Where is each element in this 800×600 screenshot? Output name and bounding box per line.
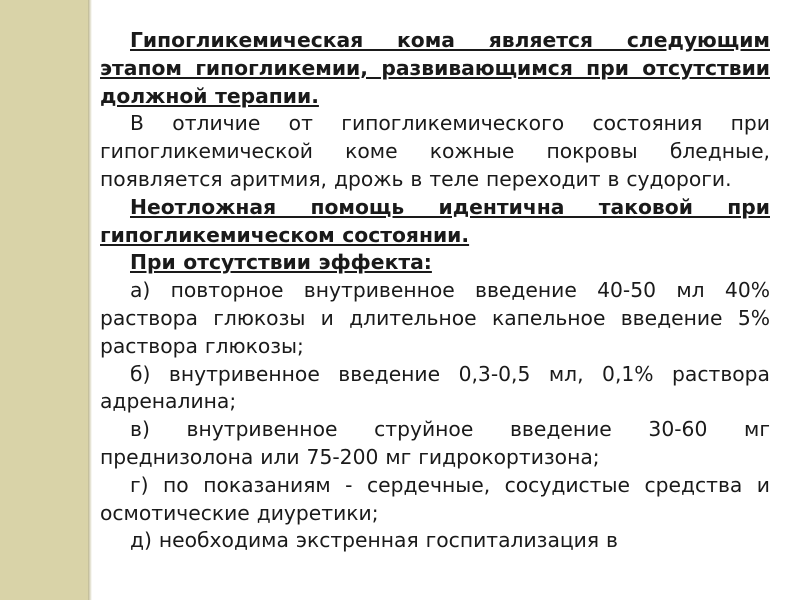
emergency-care-paragraph: Неотложная помощь идентична таковой при гипогликемическом состоянии. [100, 194, 770, 247]
list-item-a: а) повторное внутривенное введение 40-50 мл 40% раствора глюкозы и длительное капельное введение 5% раствора глюкозы; [100, 278, 770, 358]
side-decoration-band [0, 0, 88, 600]
slide-text-body [100, 27, 770, 555]
list-item-d: д) необходима экстренная госпитализация в [130, 528, 618, 553]
coma-definition-paragraph: Гипогликемическая кома является следующим этапом гипогликемии, развивающимся при отсутствии должной терапии. [100, 28, 770, 108]
side-band-shadow [88, 0, 92, 600]
list-item-v: в) внутривенное струйное введение 30-60 мг преднизолона или 75-200 мг гидрокортизона; [100, 417, 770, 469]
list-item-b: б) внутривенное введение 0,3-0,5 мл, 0,1% раствора адреналина; [100, 361, 770, 414]
list-item-g: г) по показаниям - сердечные, сосудистые средства и осмотические диуретики; [100, 472, 770, 525]
coma-symptoms-paragraph: В отличие от гипогликемического состояния при гипогликемической коме кожные покровы бледные, появляется аритмия, дрожь в теле переходит в судороги. [100, 111, 770, 191]
no-effect-heading: При отсутствии эффекта: [130, 250, 432, 275]
